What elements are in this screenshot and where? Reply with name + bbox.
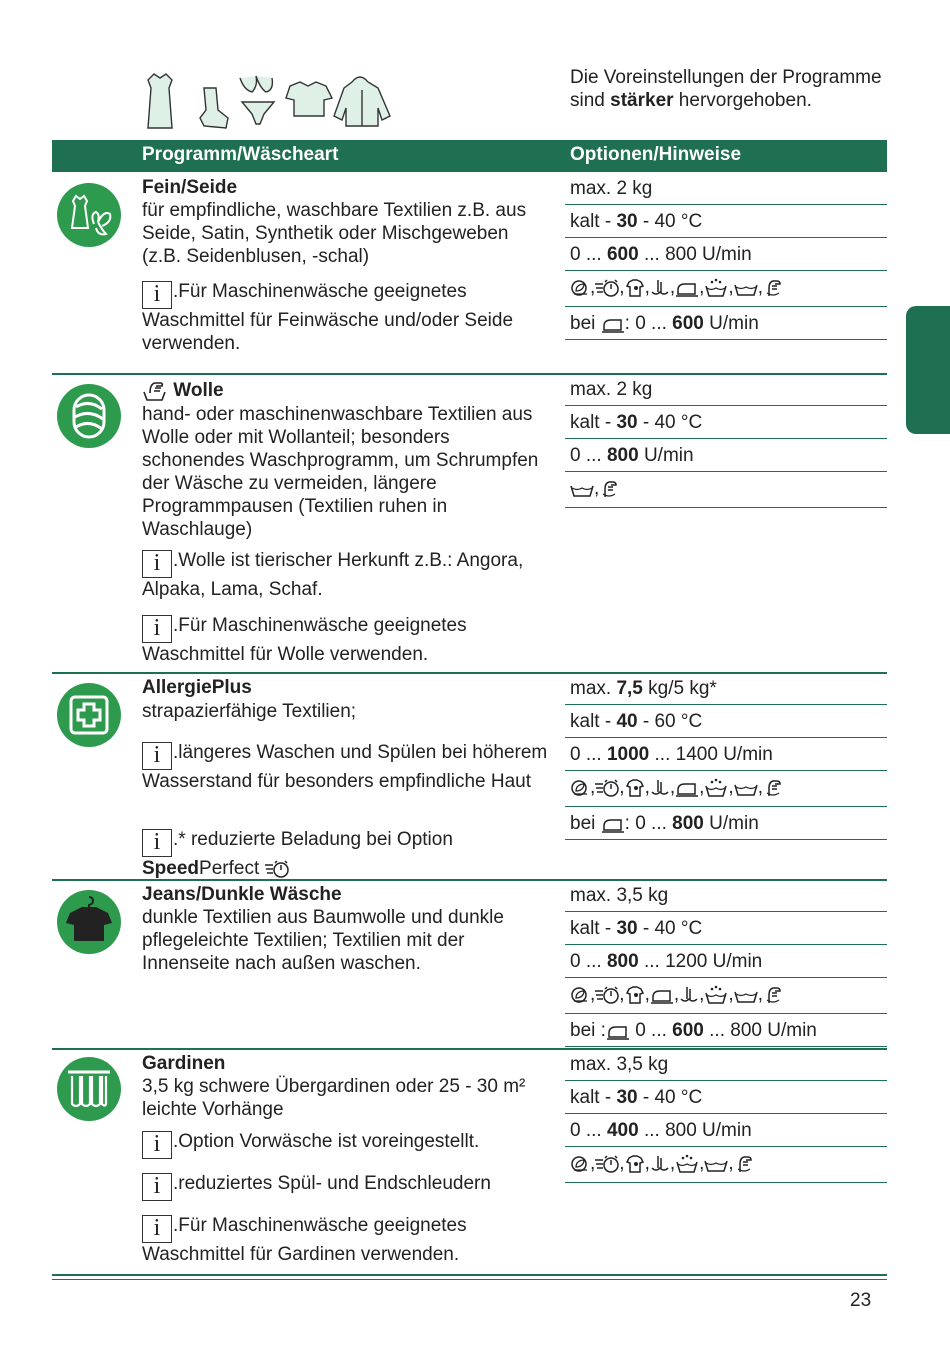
program-note: i .reduziertes Spül- und Endschleudern: [142, 1172, 552, 1201]
option-temperature: kalt - 30 - 40 °C: [565, 912, 887, 945]
program-description: dunkle Textilien aus Baumwolle und dunkle pflegeleichte Textilien; Textilien mit der Innenseite nach außen waschen.: [142, 907, 504, 974]
program-options: [565, 672, 887, 840]
option-load: max. 2 kg: [565, 172, 887, 205]
page-number: 23: [850, 1290, 872, 1311]
option-load: max. 3,5 kg: [565, 1048, 887, 1081]
note-text: Für Maschinenwäsche geeignetes Waschmittel für Wolle verwenden.: [142, 615, 467, 665]
option-reduced-spin: bei : 0 ... 600 ... 800 U/min: [565, 1014, 887, 1047]
program-options: [565, 172, 887, 340]
option-spin: 0 ... 600 ... 800 U/min: [565, 238, 887, 271]
header-options: Optionen/Hinweise: [570, 144, 742, 165]
wool-handwash-icon: [142, 380, 168, 402]
hand-wash-icon: [763, 985, 783, 1005]
note-text: Option Vorwäsche ist voreingestellt.: [178, 1131, 480, 1152]
program-note: i .Für Maschinenwäsche geeignetes Waschmittel für Gardinen verwenden.: [142, 1215, 467, 1265]
speed-perfect-icon: [595, 1154, 619, 1174]
info-icon: i: [142, 615, 172, 643]
prewash-icon: [704, 778, 728, 798]
program-note: i .Wolle ist tierischer Herkunft z.B.: Angora, Alpaka, Lama, Schaf.: [142, 550, 524, 600]
option-spin: 0 ... 1000 ... 1400 U/min: [565, 738, 887, 771]
hand-wash-icon: [599, 479, 619, 499]
prewash-icon: [704, 278, 728, 298]
option-reduced-spin: bei : 0 ... 800 U/min: [565, 807, 887, 840]
intro-text-prefix: Die Voreinstellungen der Programme sind: [570, 67, 882, 111]
note-text: längeres Waschen und Spülen bei höherem Wasserstand für besonders empfindliche Haut: [142, 742, 548, 792]
prewash-icon: [704, 985, 728, 1005]
info-icon: i: [142, 829, 172, 857]
program-title: AllergiePlus: [142, 677, 252, 698]
iron-assist-icon: [675, 278, 699, 298]
bottom-rule: [52, 1279, 887, 1280]
chapter-tab: [906, 306, 950, 434]
option-symbols: , , , , , , ,: [565, 771, 887, 807]
option-load: max. 7,5 kg/5 kg*: [565, 672, 887, 705]
program-description: für empfindliche, waschbare Textilien z.B. aus Seide, Satin, Synthetik oder Mischgeweben (z.B. Seidenblusen, -schal): [142, 200, 527, 267]
prewash-icon: [675, 1154, 699, 1174]
hand-wash-icon: [763, 278, 783, 298]
iron-assist-icon: [675, 778, 699, 798]
note-text-bold: Speed: [142, 858, 200, 879]
program-description: 3,5 kg schwere Übergardinen oder 25 - 30 m² leichte Vorhänge: [142, 1076, 526, 1120]
program-options: [565, 373, 887, 508]
curtain-icon: [56, 1056, 122, 1122]
option-symbols: ,: [565, 472, 887, 508]
iron-assist-icon: [606, 1021, 630, 1041]
program-note: i .Für Maschinenwäsche geeignetes Waschmittel für Feinwäsche und/oder Seide verwenden.: [142, 281, 514, 354]
program-title: Fein/Seide: [142, 177, 238, 198]
wash-tub-icon: [734, 278, 758, 298]
wash-tub-icon: [734, 985, 758, 1005]
stain-icon: [625, 1154, 645, 1174]
rinse-plus-icon: [650, 778, 670, 798]
stain-icon: [625, 278, 645, 298]
hand-wash-icon: [734, 1154, 754, 1174]
note-text: reduziertes Spül- und Endschleudern: [178, 1173, 491, 1194]
intro-text-bold: stärker: [610, 90, 674, 111]
info-icon: i: [142, 550, 172, 578]
program-options: [565, 1048, 887, 1183]
option-reduced-spin: bei : 0 ... 600 U/min: [565, 307, 887, 340]
bottom-rule: [52, 1274, 887, 1276]
laundry-items-icon: [142, 72, 397, 130]
option-temperature: kalt - 40 - 60 °C: [565, 705, 887, 738]
program-note: i .längeres Waschen und Spülen bei höherem Wasserstand für besonders empfindliche Haut: [142, 742, 548, 792]
eco-drum-icon: [570, 985, 590, 1005]
program-note: i .Für Maschinenwäsche geeignetes Waschmittel für Wolle verwenden.: [142, 615, 467, 665]
option-spin: 0 ... 800 ... 1200 U/min: [565, 945, 887, 978]
program-title: Wolle: [173, 380, 224, 401]
program-note: i .Option Vorwäsche ist voreingestellt.: [142, 1130, 552, 1159]
program-note: i .* reduzierte Beladung bei Option SpeedPerfect: [142, 829, 453, 879]
note-text: Für Maschinenwäsche geeignetes Waschmittel für Feinwäsche und/oder Seide verwenden.: [142, 281, 514, 354]
speed-perfect-icon: [595, 778, 619, 798]
note-text: Wolle ist tierischer Herkunft z.B.: Angora, Alpaka, Lama, Schaf.: [142, 550, 524, 600]
speed-perfect-icon: [595, 278, 619, 298]
note-text-suffix: Perfect: [199, 858, 265, 879]
program-options: [565, 879, 887, 1047]
iron-assist-icon: [650, 985, 674, 1005]
program-description: strapazierfähige Textilien;: [142, 701, 357, 722]
rinse-plus-icon: [679, 985, 699, 1005]
option-load: max. 3,5 kg: [565, 879, 887, 912]
eco-drum-icon: [570, 278, 590, 298]
option-spin: 0 ... 800 U/min: [565, 439, 887, 472]
eco-drum-icon: [570, 778, 590, 798]
wash-tub-icon: [570, 479, 594, 499]
option-temperature: kalt - 30 - 40 °C: [565, 1081, 887, 1114]
program-title: Gardinen: [142, 1053, 226, 1074]
speed-perfect-icon: [265, 859, 289, 879]
wool-yarn-icon: [56, 383, 122, 449]
info-icon: i: [142, 281, 172, 309]
program-title: Jeans/Dunkle Wäsche: [142, 884, 342, 905]
intro-text-suffix: hervorgehoben.: [673, 90, 812, 111]
rinse-plus-icon: [650, 1154, 670, 1174]
wash-tub-icon: [704, 1154, 728, 1174]
option-symbols: , , , , , , ,: [565, 271, 887, 307]
intro-text: [570, 66, 890, 112]
iron-assist-icon: [601, 814, 625, 834]
option-temperature: kalt - 30 - 40 °C: [565, 205, 887, 238]
allergy-plus-icon: [56, 682, 122, 748]
note-text-prefix: * reduzierte Beladung bei Option: [178, 829, 453, 850]
option-symbols: , , , , , ,: [565, 1147, 887, 1183]
table-header: [52, 140, 887, 172]
option-load: max. 2 kg: [565, 373, 887, 406]
note-text: Für Maschinenwäsche geeignetes Waschmittel für Gardinen verwenden.: [142, 1215, 467, 1265]
iron-assist-icon: [601, 314, 625, 334]
stain-icon: [625, 985, 645, 1005]
stain-icon: [625, 778, 645, 798]
option-symbols: , , , , , , ,: [565, 978, 887, 1014]
dark-shirt-icon: [56, 889, 122, 955]
option-spin: 0 ... 400 ... 800 U/min: [565, 1114, 887, 1147]
program-title-row: [142, 379, 224, 402]
info-icon: i: [142, 1131, 172, 1159]
eco-drum-icon: [570, 1154, 590, 1174]
header-program: Programm/Wäscheart: [142, 144, 339, 165]
option-temperature: kalt - 30 - 40 °C: [565, 406, 887, 439]
program-description: hand- oder maschinenwaschbare Textilien aus Wolle oder mit Wollanteil; besonders schonendes Waschprogramm, um Schrumpfen der Wäsche zu vermeiden, längere Programmpausen (Textilien ruhen in Waschlauge): [142, 404, 539, 540]
hand-wash-icon: [763, 778, 783, 798]
info-icon: i: [142, 742, 172, 770]
info-icon: i: [142, 1173, 172, 1201]
wash-tub-icon: [734, 778, 758, 798]
speed-perfect-icon: [595, 985, 619, 1005]
rinse-plus-icon: [650, 278, 670, 298]
delicates-silk-icon: [56, 182, 122, 248]
info-icon: i: [142, 1215, 172, 1243]
